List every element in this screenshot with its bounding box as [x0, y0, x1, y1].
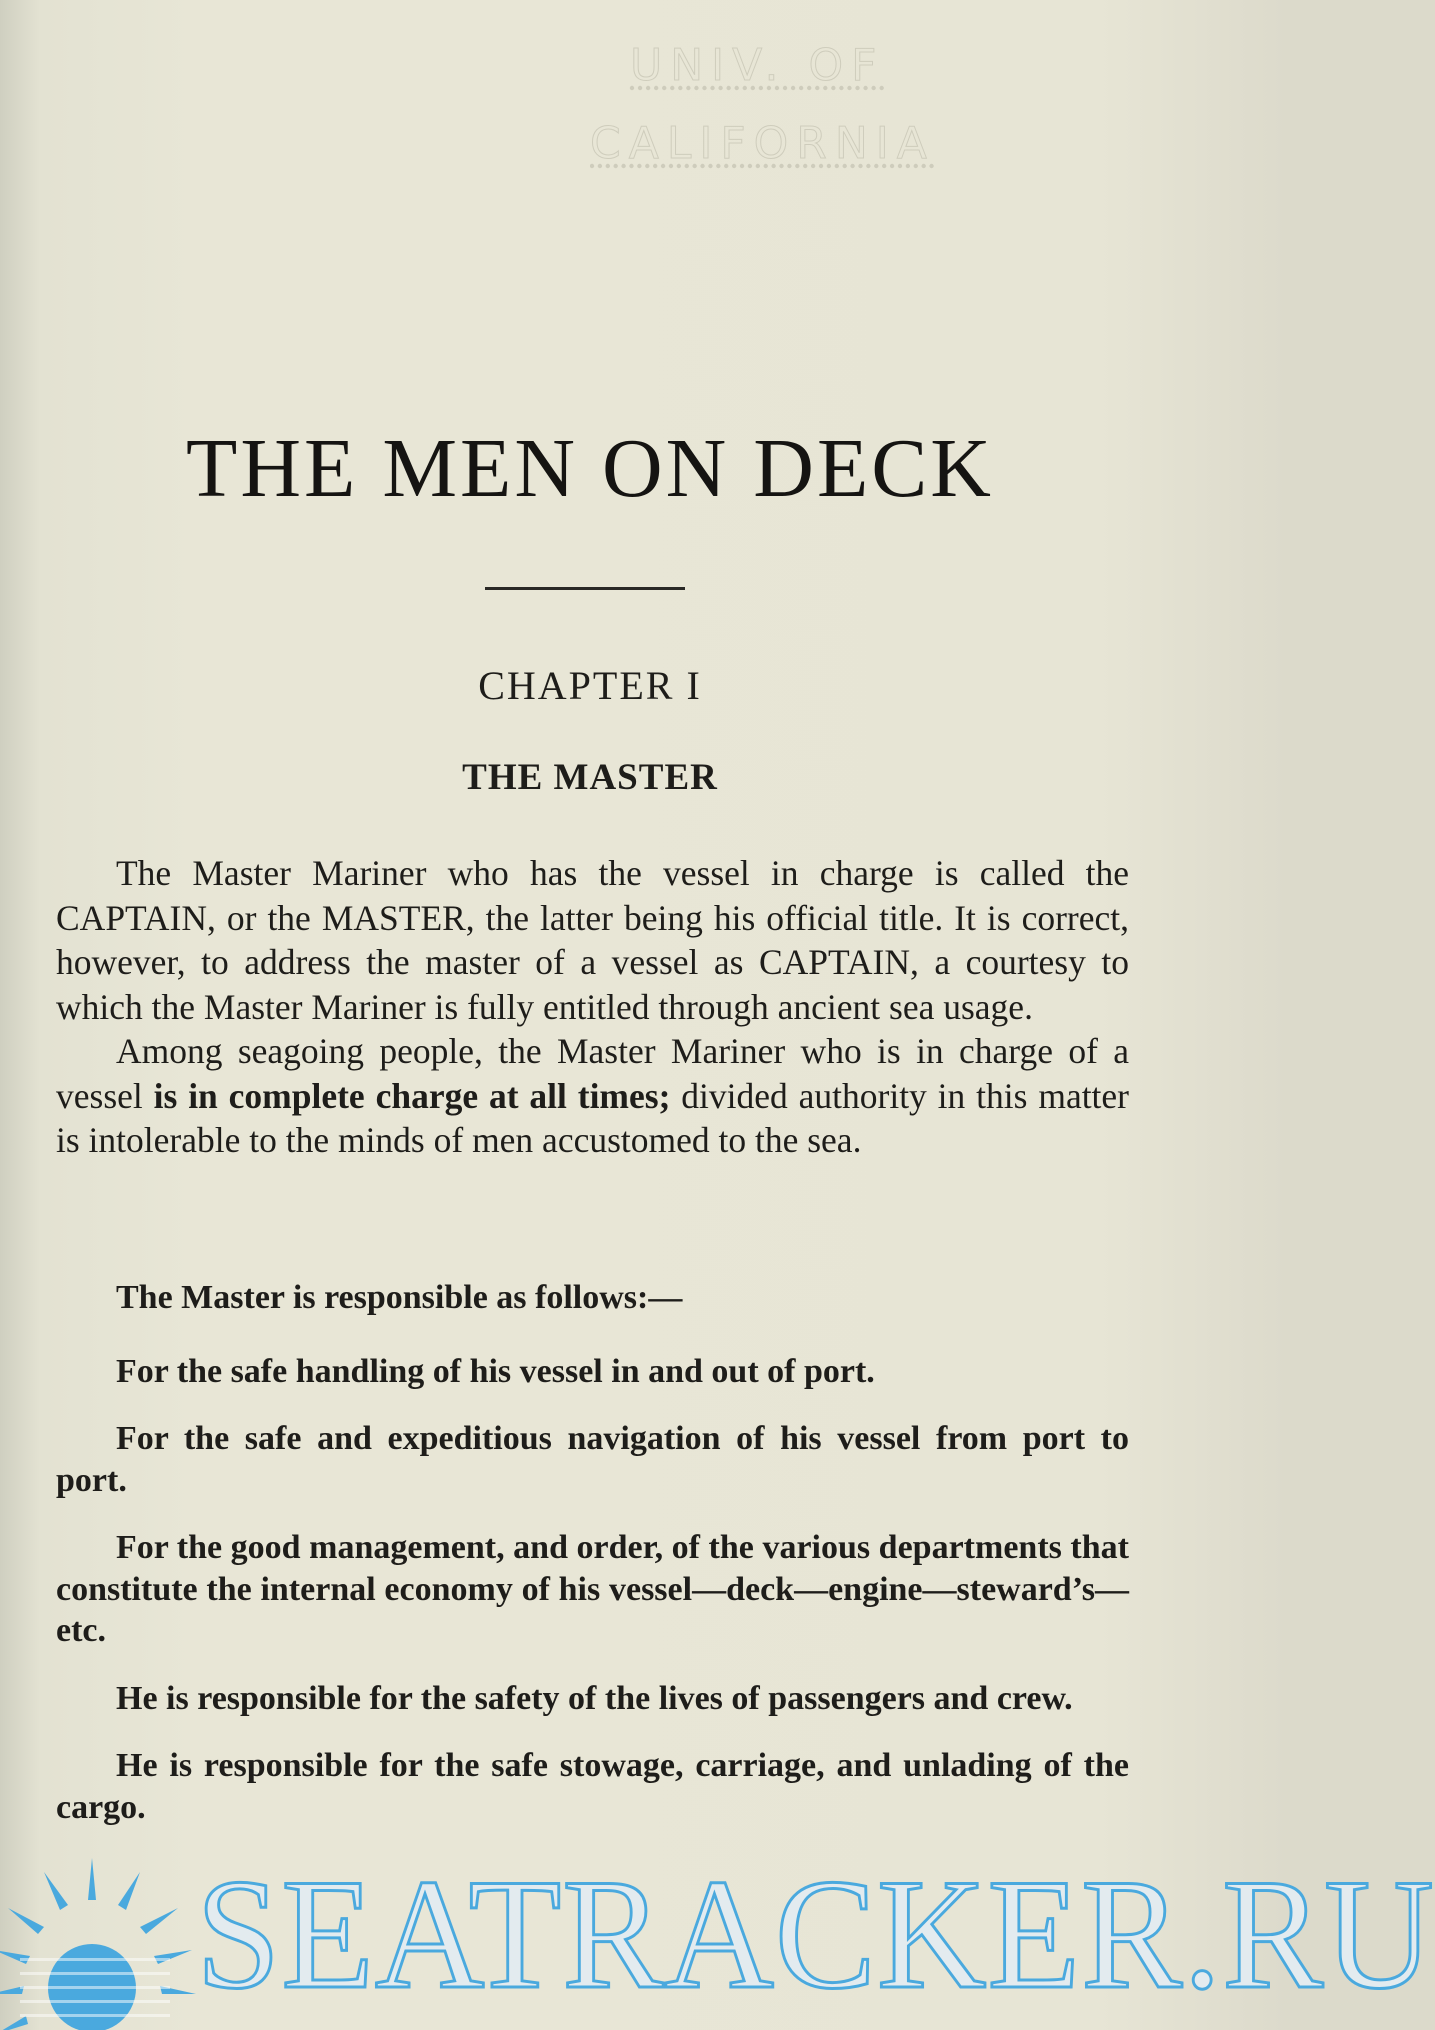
chapter-title: THE MASTER — [462, 757, 718, 798]
library-stamp — [590, 40, 1070, 200]
watermark — [0, 1838, 1435, 2030]
duty-item: He is responsible for the safety of the lives of passengers and crew. — [116, 1679, 1073, 1717]
intro-text — [56, 851, 1129, 1163]
duty-item: For the safe and expeditious navigation of his vessel from port to port. — [56, 1420, 1129, 1499]
duty-item: He is responsible for the safe stowage, carriage, and unlading of the cargo. — [56, 1747, 1129, 1826]
duties-intro: The Master is responsible as follows:— — [116, 1279, 683, 1316]
book-title: THE MEN ON DECK — [186, 422, 994, 515]
paragraph-2-text-start: Among seagoing people, the Master Mariner who is in charge of a vessel — [56, 1031, 1129, 1116]
paragraph-2 — [56, 1029, 1129, 1163]
duty-item: For the good management, and order, of the various departments that constitute the internal economy of his vessel—deck—engine—steward’s—etc. — [56, 1529, 1129, 1649]
duties-list — [56, 1277, 1129, 1852]
paragraph-2-text-end: divided authority in this matter is intolerable to the minds of men accustomed to the sea. — [56, 1075, 1130, 1160]
title-divider — [485, 587, 685, 590]
paragraph-1 — [56, 851, 1129, 1029]
paragraph-2-emphasis: is in complete charge at all times; — [153, 1075, 671, 1116]
duty-item: For the safe handling of his vessel in and out of port. — [116, 1352, 875, 1390]
watermark-text: SEATRACKER.RU — [196, 1847, 1435, 2022]
paragraph-1-text: The Master Mariner who has the vessel in charge is called the CAPTAIN, or the MASTER, the latter being his official title. It is correct, however, to address the master of a vessel as CAPTAIN, a courtesy to which the Master Mariner is fully entitled through ancient sea usage. — [56, 853, 1129, 1027]
library-stamp-line-2: CALIFORNIA — [590, 118, 935, 169]
chapter-number: CHAPTER I — [478, 663, 702, 708]
library-stamp-line-1: UNIV. OF — [630, 40, 885, 91]
sun-logo-icon — [0, 1838, 200, 2030]
